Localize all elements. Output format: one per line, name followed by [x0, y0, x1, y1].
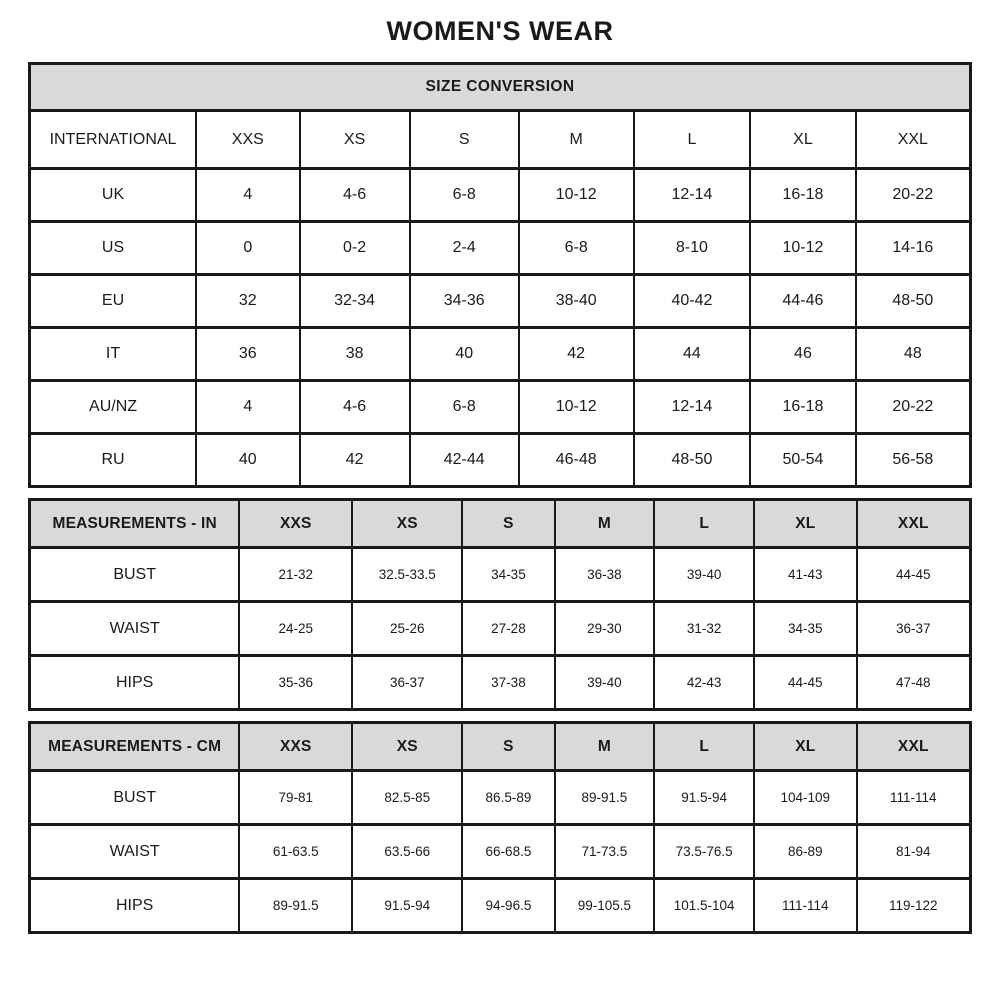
value-cell: 20-22 — [856, 169, 971, 222]
value-cell: 42-43 — [654, 656, 754, 710]
column-header: XS — [352, 723, 462, 771]
column-header: S — [410, 111, 519, 169]
value-cell: 34-35 — [754, 602, 857, 656]
value-cell: 20-22 — [856, 381, 971, 434]
row-label: HIPS — [30, 656, 240, 710]
value-cell: 16-18 — [750, 169, 855, 222]
size-conversion-title: SIZE CONVERSION — [30, 64, 971, 111]
table-row — [30, 771, 971, 825]
size-conversion-body — [30, 169, 971, 487]
value-cell: 4-6 — [300, 169, 410, 222]
value-cell: 25-26 — [352, 602, 462, 656]
value-cell: 89-91.5 — [555, 771, 655, 825]
table-row — [30, 656, 971, 710]
column-header: XS — [352, 500, 462, 548]
value-cell: 10-12 — [519, 381, 634, 434]
value-cell: 16-18 — [750, 381, 855, 434]
value-cell: 34-36 — [410, 275, 519, 328]
value-cell: 40 — [196, 434, 300, 487]
measurements-in-table — [28, 498, 972, 711]
column-header: XXS — [239, 500, 352, 548]
value-cell: 29-30 — [555, 602, 655, 656]
value-cell: 46 — [750, 328, 855, 381]
value-cell: 63.5-66 — [352, 825, 462, 879]
column-header: S — [462, 500, 554, 548]
value-cell: 41-43 — [754, 548, 857, 602]
table-row — [30, 434, 971, 487]
row-label: WAIST — [30, 602, 240, 656]
value-cell: 27-28 — [462, 602, 554, 656]
value-cell: 2-4 — [410, 222, 519, 275]
value-cell: 12-14 — [634, 381, 751, 434]
row-label: IT — [30, 328, 197, 381]
value-cell: 44-45 — [754, 656, 857, 710]
value-cell: 39-40 — [555, 656, 655, 710]
value-cell: 61-63.5 — [239, 825, 352, 879]
value-cell: 42-44 — [410, 434, 519, 487]
value-cell: 91.5-94 — [352, 879, 462, 933]
value-cell: 40-42 — [634, 275, 751, 328]
value-cell: 94-96.5 — [462, 879, 554, 933]
value-cell: 12-14 — [634, 169, 751, 222]
value-cell: 32.5-33.5 — [352, 548, 462, 602]
value-cell: 32 — [196, 275, 300, 328]
value-cell: 86-89 — [754, 825, 857, 879]
value-cell: 42 — [300, 434, 410, 487]
row-label: HIPS — [30, 879, 240, 933]
value-cell: 24-25 — [239, 602, 352, 656]
value-cell: 48-50 — [634, 434, 751, 487]
value-cell: 31-32 — [654, 602, 754, 656]
row-label: BUST — [30, 548, 240, 602]
value-cell: 111-114 — [754, 879, 857, 933]
value-cell: 99-105.5 — [555, 879, 655, 933]
value-cell: 10-12 — [519, 169, 634, 222]
value-cell: 71-73.5 — [555, 825, 655, 879]
column-header: XXS — [239, 723, 352, 771]
table-row — [30, 602, 971, 656]
value-cell: 40 — [410, 328, 519, 381]
column-header-row — [30, 500, 971, 548]
value-cell: 38-40 — [519, 275, 634, 328]
value-cell: 36-37 — [857, 602, 971, 656]
table-row — [30, 275, 971, 328]
value-cell: 104-109 — [754, 771, 857, 825]
value-cell: 46-48 — [519, 434, 634, 487]
size-conversion-table — [28, 62, 972, 488]
column-header: INTERNATIONAL — [30, 111, 197, 169]
page-title: WOMEN'S WEAR — [386, 16, 614, 46]
row-label: BUST — [30, 771, 240, 825]
value-cell: 89-91.5 — [239, 879, 352, 933]
value-cell: 4 — [196, 381, 300, 434]
value-cell: 4 — [196, 169, 300, 222]
measurements-cm-table — [28, 721, 972, 934]
table-row — [30, 222, 971, 275]
row-label: EU — [30, 275, 197, 328]
row-label: WAIST — [30, 825, 240, 879]
value-cell: 79-81 — [239, 771, 352, 825]
value-cell: 6-8 — [410, 169, 519, 222]
measurements-in-title: MEASUREMENTS - IN — [30, 500, 240, 548]
value-cell: 10-12 — [750, 222, 855, 275]
value-cell: 50-54 — [750, 434, 855, 487]
value-cell: 47-48 — [857, 656, 971, 710]
value-cell: 56-58 — [856, 434, 971, 487]
value-cell: 4-6 — [300, 381, 410, 434]
value-cell: 21-32 — [239, 548, 352, 602]
column-header: XL — [754, 500, 857, 548]
value-cell: 14-16 — [856, 222, 971, 275]
measurements-cm-title: MEASUREMENTS - CM — [30, 723, 240, 771]
value-cell: 34-35 — [462, 548, 554, 602]
column-header: XXL — [856, 111, 971, 169]
value-cell: 37-38 — [462, 656, 554, 710]
table-row — [30, 381, 971, 434]
table-row — [30, 879, 971, 933]
column-header: L — [654, 500, 754, 548]
column-header: XS — [300, 111, 410, 169]
value-cell: 36-37 — [352, 656, 462, 710]
measurements-in-body — [30, 548, 971, 710]
value-cell: 91.5-94 — [654, 771, 754, 825]
value-cell: 32-34 — [300, 275, 410, 328]
value-cell: 82.5-85 — [352, 771, 462, 825]
value-cell: 6-8 — [519, 222, 634, 275]
column-header: M — [555, 500, 655, 548]
table-row — [30, 825, 971, 879]
value-cell: 6-8 — [410, 381, 519, 434]
column-header: XXL — [857, 500, 971, 548]
value-cell: 39-40 — [654, 548, 754, 602]
value-cell: 44-45 — [857, 548, 971, 602]
value-cell: 35-36 — [239, 656, 352, 710]
column-header-row — [30, 723, 971, 771]
column-header: XXS — [196, 111, 300, 169]
column-header: XL — [754, 723, 857, 771]
column-header: S — [462, 723, 554, 771]
table-row — [30, 548, 971, 602]
column-header-row — [30, 111, 971, 169]
value-cell: 101.5-104 — [654, 879, 754, 933]
value-cell: 44 — [634, 328, 751, 381]
value-cell: 86.5-89 — [462, 771, 554, 825]
column-header: M — [555, 723, 655, 771]
value-cell: 48-50 — [856, 275, 971, 328]
value-cell: 8-10 — [634, 222, 751, 275]
column-header: M — [519, 111, 634, 169]
measurements-cm-body — [30, 771, 971, 933]
table-row — [30, 328, 971, 381]
value-cell: 36 — [196, 328, 300, 381]
value-cell: 73.5-76.5 — [654, 825, 754, 879]
value-cell: 0 — [196, 222, 300, 275]
value-cell: 66-68.5 — [462, 825, 554, 879]
row-label: RU — [30, 434, 197, 487]
value-cell: 81-94 — [857, 825, 971, 879]
value-cell: 48 — [856, 328, 971, 381]
value-cell: 42 — [519, 328, 634, 381]
row-label: UK — [30, 169, 197, 222]
column-header: L — [634, 111, 751, 169]
column-header: XXL — [857, 723, 971, 771]
table-row — [30, 169, 971, 222]
row-label: AU/NZ — [30, 381, 197, 434]
table-title-row — [30, 64, 971, 111]
column-header: L — [654, 723, 754, 771]
value-cell: 0-2 — [300, 222, 410, 275]
value-cell: 36-38 — [555, 548, 655, 602]
row-label: US — [30, 222, 197, 275]
value-cell: 119-122 — [857, 879, 971, 933]
value-cell: 38 — [300, 328, 410, 381]
value-cell: 44-46 — [750, 275, 855, 328]
column-header: XL — [750, 111, 855, 169]
value-cell: 111-114 — [857, 771, 971, 825]
